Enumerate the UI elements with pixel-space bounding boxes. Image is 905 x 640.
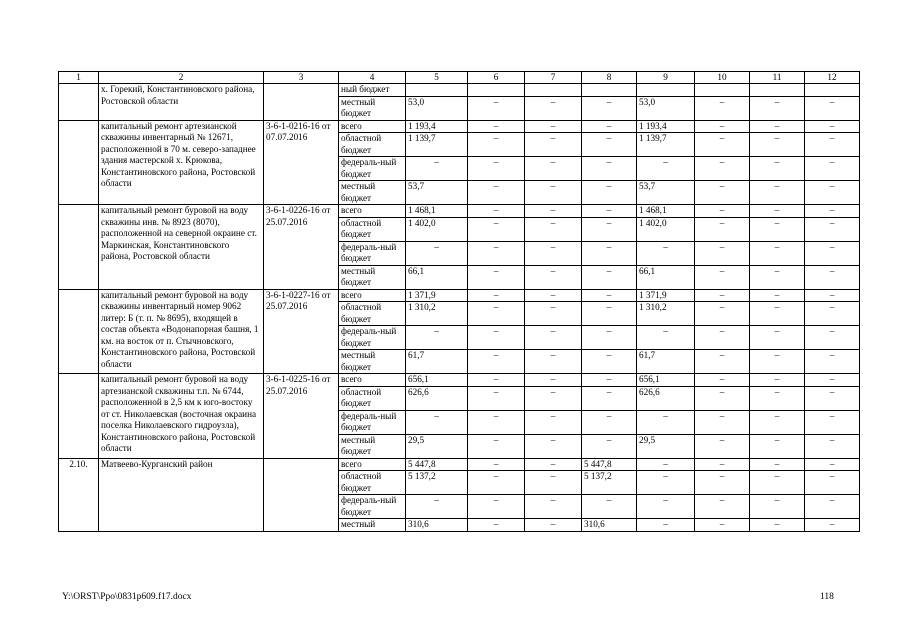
document-code-cell bbox=[264, 84, 339, 121]
amount-cell: – bbox=[750, 386, 805, 410]
amount-cell: 29,5 bbox=[637, 434, 695, 458]
amount-cell: – bbox=[525, 410, 582, 434]
funding-source-cell: ный бюджет bbox=[339, 84, 406, 97]
amount-cell: – bbox=[750, 241, 805, 265]
amount-cell: 1 193,4 bbox=[637, 120, 695, 133]
amount-cell: 53,0 bbox=[637, 96, 695, 120]
amount-cell: – bbox=[805, 350, 860, 374]
funding-source-cell: местный бюджет bbox=[339, 350, 406, 374]
amount-cell: 1 402,0 bbox=[637, 217, 695, 241]
amount-cell: – bbox=[805, 265, 860, 289]
funding-source-cell: всего bbox=[339, 374, 406, 387]
amount-cell: – bbox=[525, 120, 582, 133]
amount-cell: – bbox=[695, 217, 750, 241]
amount-cell: – bbox=[695, 471, 750, 495]
row-number-cell bbox=[59, 374, 99, 459]
amount-cell: – bbox=[468, 410, 525, 434]
amount-cell: – bbox=[637, 519, 695, 532]
amount-cell: 29,5 bbox=[406, 434, 468, 458]
amount-cell: – bbox=[695, 241, 750, 265]
amount-cell: 1 139,7 bbox=[406, 133, 468, 157]
funding-source-cell: федераль-ный бюджет bbox=[339, 495, 406, 519]
amount-cell: – bbox=[805, 289, 860, 302]
funding-source-cell: федераль-ный бюджет bbox=[339, 410, 406, 434]
header-cell: 1 bbox=[59, 72, 99, 84]
object-name-cell: Матвеево-Курганский район bbox=[99, 458, 264, 531]
amount-cell: – bbox=[805, 326, 860, 350]
amount-cell: – bbox=[750, 289, 805, 302]
amount-cell bbox=[582, 84, 637, 97]
amount-cell: – bbox=[805, 217, 860, 241]
amount-cell: – bbox=[805, 519, 860, 532]
funding-source-cell: местный бюджет bbox=[339, 434, 406, 458]
funding-source-cell: местный бюджет bbox=[339, 265, 406, 289]
amount-cell: – bbox=[525, 471, 582, 495]
amount-cell: – bbox=[525, 350, 582, 374]
amount-cell: – bbox=[525, 181, 582, 205]
amount-cell: – bbox=[468, 120, 525, 133]
amount-cell: – bbox=[750, 434, 805, 458]
object-name-cell: капитальный ремонт буровой на воду скважины инв. № 8923 (8070), расположенной на северной окраине ст. Маркинская, Константиновского района, Ростовской области bbox=[99, 205, 264, 290]
header-cell: 6 bbox=[468, 72, 525, 84]
amount-cell: – bbox=[582, 386, 637, 410]
funding-source-cell: всего bbox=[339, 205, 406, 218]
amount-cell: – bbox=[750, 410, 805, 434]
amount-cell: – bbox=[750, 265, 805, 289]
amount-cell: 5 137,2 bbox=[406, 471, 468, 495]
table-row bbox=[59, 84, 860, 97]
amount-cell: – bbox=[695, 458, 750, 471]
header-cell: 4 bbox=[339, 72, 406, 84]
amount-cell: 1 371,9 bbox=[637, 289, 695, 302]
funding-source-cell: областной бюджет bbox=[339, 471, 406, 495]
amount-cell: 61,7 bbox=[406, 350, 468, 374]
amount-cell: – bbox=[468, 265, 525, 289]
amount-cell: – bbox=[805, 157, 860, 181]
row-number-cell bbox=[59, 205, 99, 290]
amount-cell: – bbox=[582, 241, 637, 265]
document-code-cell bbox=[264, 458, 339, 531]
amount-cell: – bbox=[750, 133, 805, 157]
amount-cell: – bbox=[750, 519, 805, 532]
amount-cell: 53,7 bbox=[637, 181, 695, 205]
amount-cell: – bbox=[695, 157, 750, 181]
amount-cell: – bbox=[637, 495, 695, 519]
amount-cell: – bbox=[525, 434, 582, 458]
funding-source-cell: федераль-ный бюджет bbox=[339, 157, 406, 181]
amount-cell: – bbox=[468, 96, 525, 120]
amount-cell: – bbox=[525, 495, 582, 519]
header-cell: 11 bbox=[750, 72, 805, 84]
amount-cell: – bbox=[468, 471, 525, 495]
amount-cell: – bbox=[750, 157, 805, 181]
amount-cell: – bbox=[805, 302, 860, 326]
amount-cell: – bbox=[637, 410, 695, 434]
amount-cell: – bbox=[406, 326, 468, 350]
amount-cell: – bbox=[637, 326, 695, 350]
amount-cell: 5 137,2 bbox=[582, 471, 637, 495]
amount-cell: 310,6 bbox=[406, 519, 468, 532]
budget-table bbox=[58, 71, 860, 532]
amount-cell: – bbox=[525, 157, 582, 181]
amount-cell: – bbox=[750, 374, 805, 387]
amount-cell: – bbox=[750, 350, 805, 374]
amount-cell: – bbox=[695, 350, 750, 374]
document-code-cell: 3-6-1-0216-16 от 07.07.2016 bbox=[264, 120, 339, 205]
header-cell: 12 bbox=[805, 72, 860, 84]
amount-cell: – bbox=[805, 374, 860, 387]
table-row bbox=[59, 205, 860, 218]
amount-cell: – bbox=[750, 302, 805, 326]
amount-cell: – bbox=[695, 120, 750, 133]
object-name-cell: х. Горекий, Константиновского района, Ростовской области bbox=[99, 84, 264, 121]
amount-cell: – bbox=[468, 386, 525, 410]
document-code-cell: 3-6-1-0227-16 от 25.07.2016 bbox=[264, 289, 339, 374]
funding-source-cell: местный бюджет bbox=[339, 181, 406, 205]
amount-cell: – bbox=[695, 386, 750, 410]
amount-cell: – bbox=[695, 181, 750, 205]
amount-cell: 1 139,7 bbox=[637, 133, 695, 157]
header-cell: 10 bbox=[695, 72, 750, 84]
funding-source-cell: всего bbox=[339, 120, 406, 133]
amount-cell: – bbox=[750, 217, 805, 241]
amount-cell: – bbox=[525, 241, 582, 265]
amount-cell: – bbox=[695, 326, 750, 350]
amount-cell: – bbox=[406, 157, 468, 181]
amount-cell: 310,6 bbox=[582, 519, 637, 532]
amount-cell: – bbox=[805, 458, 860, 471]
amount-cell: 5 447,8 bbox=[582, 458, 637, 471]
amount-cell: – bbox=[582, 434, 637, 458]
row-number-cell bbox=[59, 120, 99, 205]
amount-cell: 1 468,1 bbox=[637, 205, 695, 218]
amount-cell: – bbox=[468, 495, 525, 519]
amount-cell: – bbox=[525, 205, 582, 218]
amount-cell: – bbox=[468, 289, 525, 302]
amount-cell: – bbox=[525, 265, 582, 289]
amount-cell: 626,6 bbox=[406, 386, 468, 410]
amount-cell: – bbox=[468, 157, 525, 181]
funding-source-cell: местный bbox=[339, 519, 406, 532]
amount-cell: 1 402,0 bbox=[406, 217, 468, 241]
amount-cell: – bbox=[468, 181, 525, 205]
amount-cell: – bbox=[695, 96, 750, 120]
amount-cell: – bbox=[582, 205, 637, 218]
amount-cell: – bbox=[805, 205, 860, 218]
amount-cell: 66,1 bbox=[637, 265, 695, 289]
funding-source-cell: областной бюджет bbox=[339, 302, 406, 326]
amount-cell: – bbox=[525, 519, 582, 532]
amount-cell: – bbox=[695, 205, 750, 218]
table-row bbox=[59, 289, 860, 302]
amount-cell: – bbox=[750, 205, 805, 218]
amount-cell: – bbox=[468, 133, 525, 157]
amount-cell: – bbox=[637, 458, 695, 471]
amount-cell: 1 310,2 bbox=[637, 302, 695, 326]
amount-cell: 1 193,4 bbox=[406, 120, 468, 133]
amount-cell: – bbox=[750, 495, 805, 519]
amount-cell bbox=[468, 84, 525, 97]
amount-cell: – bbox=[582, 302, 637, 326]
amount-cell bbox=[525, 84, 582, 97]
amount-cell: – bbox=[695, 410, 750, 434]
amount-cell bbox=[695, 84, 750, 97]
amount-cell: 656,1 bbox=[637, 374, 695, 387]
row-number-cell bbox=[59, 289, 99, 374]
amount-cell: – bbox=[750, 458, 805, 471]
header-cell: 3 bbox=[264, 72, 339, 84]
amount-cell: – bbox=[637, 471, 695, 495]
header-cell: 9 bbox=[637, 72, 695, 84]
amount-cell: – bbox=[468, 302, 525, 326]
funding-source-cell: федераль-ный бюджет bbox=[339, 326, 406, 350]
amount-cell: – bbox=[750, 326, 805, 350]
amount-cell: 1 310,2 bbox=[406, 302, 468, 326]
row-number-cell bbox=[59, 84, 99, 121]
amount-cell: – bbox=[468, 241, 525, 265]
amount-cell: – bbox=[695, 265, 750, 289]
funding-source-cell: местный бюджет bbox=[339, 96, 406, 120]
funding-source-cell: областной бюджет bbox=[339, 217, 406, 241]
amount-cell: – bbox=[582, 374, 637, 387]
amount-cell: – bbox=[805, 96, 860, 120]
amount-cell: 1 371,9 bbox=[406, 289, 468, 302]
amount-cell: – bbox=[525, 289, 582, 302]
amount-cell: 626,6 bbox=[637, 386, 695, 410]
amount-cell: – bbox=[468, 217, 525, 241]
amount-cell: – bbox=[582, 181, 637, 205]
object-name-cell: капитальный ремонт буровой на воду скважины инвентарный номер 9062 литер: Б (т. п. № 8695), входящей в состав объекта «Водонапорная башня, 1 км. на восток от п. Стычновского, Константиновского района, Ростовской области bbox=[99, 289, 264, 374]
amount-cell: 53,0 bbox=[406, 96, 468, 120]
amount-cell: – bbox=[582, 326, 637, 350]
amount-cell: – bbox=[695, 289, 750, 302]
header-cell: 5 bbox=[406, 72, 468, 84]
amount-cell: – bbox=[468, 519, 525, 532]
amount-cell: – bbox=[805, 241, 860, 265]
document-code-cell: 3-6-1-0226-16 от 25.07.2016 bbox=[264, 205, 339, 290]
amount-cell: – bbox=[750, 120, 805, 133]
amount-cell: – bbox=[525, 326, 582, 350]
amount-cell: – bbox=[525, 133, 582, 157]
amount-cell: – bbox=[582, 350, 637, 374]
table-row bbox=[59, 120, 860, 133]
funding-source-cell: областной бюджет bbox=[339, 133, 406, 157]
amount-cell: – bbox=[468, 434, 525, 458]
amount-cell: – bbox=[525, 302, 582, 326]
object-name-cell: капитальный ремонт буровой на воду артезианской скважины т.п. № 6744, расположенной в 2,5 км к юго-востоку от ст. Николаевская (восточная окраина поселка Николаевского гидроузла), Константиновского района, Ростовской области bbox=[99, 374, 264, 459]
amount-cell: 66,1 bbox=[406, 265, 468, 289]
amount-cell: – bbox=[637, 157, 695, 181]
amount-cell bbox=[406, 84, 468, 97]
amount-cell: – bbox=[695, 133, 750, 157]
amount-cell: – bbox=[582, 289, 637, 302]
amount-cell: – bbox=[525, 217, 582, 241]
amount-cell: – bbox=[582, 410, 637, 434]
amount-cell: 5 447,8 bbox=[406, 458, 468, 471]
amount-cell: – bbox=[750, 181, 805, 205]
amount-cell: – bbox=[805, 181, 860, 205]
amount-cell: – bbox=[468, 205, 525, 218]
header-cell: 7 bbox=[525, 72, 582, 84]
funding-source-cell: всего bbox=[339, 458, 406, 471]
amount-cell bbox=[637, 84, 695, 97]
amount-cell: – bbox=[582, 120, 637, 133]
document-code-cell: 3-6-1-0225-16 от 25.07.2016 bbox=[264, 374, 339, 459]
table-header-row bbox=[59, 72, 860, 84]
amount-cell: – bbox=[637, 241, 695, 265]
amount-cell: – bbox=[695, 374, 750, 387]
amount-cell: – bbox=[805, 120, 860, 133]
amount-cell: – bbox=[525, 386, 582, 410]
funding-source-cell: областной бюджет bbox=[339, 386, 406, 410]
amount-cell: 53,7 bbox=[406, 181, 468, 205]
amount-cell: 1 468,1 bbox=[406, 205, 468, 218]
amount-cell bbox=[750, 84, 805, 97]
footer-file-path: Y:\ORST\Ppo\0831p609.f17.docx bbox=[62, 592, 192, 602]
amount-cell: – bbox=[525, 96, 582, 120]
amount-cell: 61,7 bbox=[637, 350, 695, 374]
amount-cell: – bbox=[695, 519, 750, 532]
amount-cell: – bbox=[406, 495, 468, 519]
amount-cell: – bbox=[695, 434, 750, 458]
amount-cell: – bbox=[406, 410, 468, 434]
table-row bbox=[59, 458, 860, 471]
amount-cell: – bbox=[750, 471, 805, 495]
header-cell: 2 bbox=[99, 72, 264, 84]
header-cell: 8 bbox=[582, 72, 637, 84]
amount-cell: – bbox=[582, 133, 637, 157]
row-number-cell: 2.10. bbox=[59, 458, 99, 531]
amount-cell bbox=[805, 84, 860, 97]
amount-cell: – bbox=[805, 495, 860, 519]
amount-cell: – bbox=[582, 217, 637, 241]
amount-cell: – bbox=[805, 133, 860, 157]
amount-cell: – bbox=[525, 374, 582, 387]
table-body bbox=[59, 72, 860, 532]
amount-cell: – bbox=[582, 157, 637, 181]
amount-cell: – bbox=[805, 410, 860, 434]
amount-cell: – bbox=[582, 96, 637, 120]
amount-cell: – bbox=[805, 471, 860, 495]
footer-page-number: 118 bbox=[820, 592, 834, 602]
amount-cell: – bbox=[582, 495, 637, 519]
amount-cell: – bbox=[468, 326, 525, 350]
amount-cell: – bbox=[468, 350, 525, 374]
amount-cell: – bbox=[750, 96, 805, 120]
table-row bbox=[59, 374, 860, 387]
amount-cell: – bbox=[805, 434, 860, 458]
amount-cell: – bbox=[525, 458, 582, 471]
amount-cell: – bbox=[406, 241, 468, 265]
amount-cell: – bbox=[468, 458, 525, 471]
object-name-cell: капитальный ремонт артезианской скважины инвентарный № 12671, расположенной в 70 м. северо-западнее здания мастерской х. Крюкова, Константиновского района, Ростовской области bbox=[99, 120, 264, 205]
amount-cell: – bbox=[695, 495, 750, 519]
funding-source-cell: всего bbox=[339, 289, 406, 302]
amount-cell: – bbox=[805, 386, 860, 410]
amount-cell: – bbox=[582, 265, 637, 289]
funding-source-cell: федераль-ный бюджет bbox=[339, 241, 406, 265]
amount-cell: 656,1 bbox=[406, 374, 468, 387]
amount-cell: – bbox=[468, 374, 525, 387]
amount-cell: – bbox=[695, 302, 750, 326]
